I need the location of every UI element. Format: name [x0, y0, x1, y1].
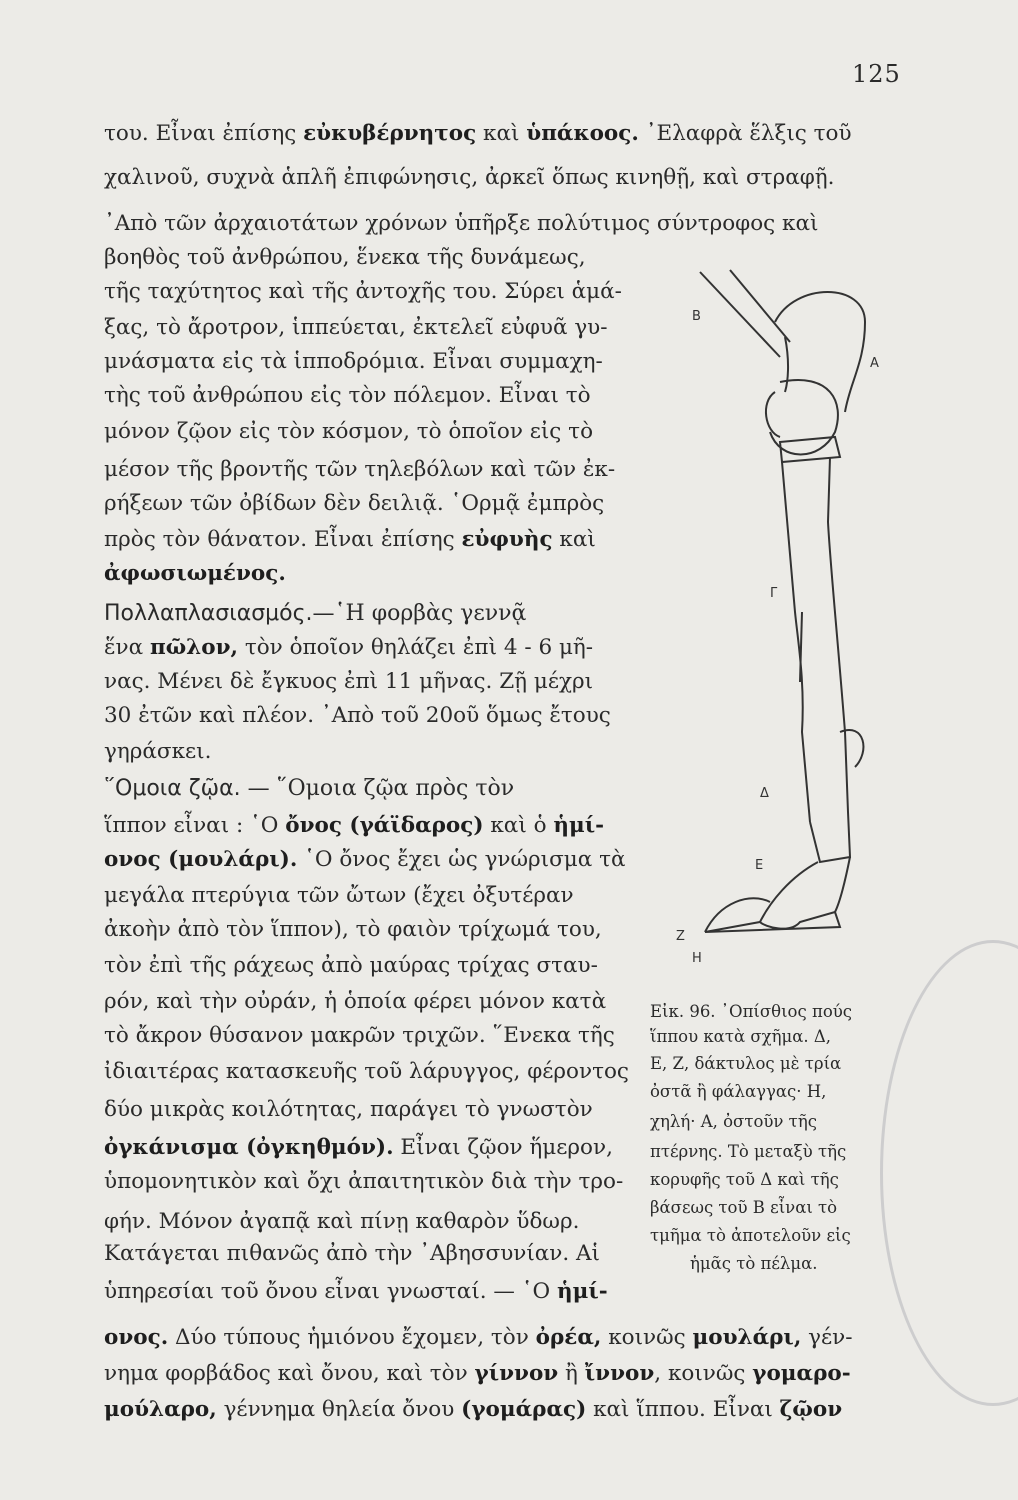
text-span: του. Εἶναι ἐπίσης: [104, 121, 304, 146]
caption-line: ἡμᾶς τὸ πέλμα.: [690, 1254, 818, 1273]
text-line: [104, 988, 606, 1016]
bold-term: γομαρο-: [752, 1361, 851, 1386]
text-line: [104, 882, 574, 910]
text-span: ἀκοὴν ἀπὸ τὸν ἵππον), τὸ φαιὸν τρίχωμά του,: [104, 917, 602, 942]
text-span: ἰδιαιτέρας κατασκευῆς τοῦ λάρυγγος, φέροντος: [104, 1059, 629, 1084]
horse-hind-leg-figure: [670, 262, 900, 982]
text-line: [104, 1208, 579, 1236]
text-span: ἢ: [558, 1361, 585, 1386]
text-span: τὸν ὁποῖον θηλάζει ἐπὶ 4 - 6 μῆ-: [238, 635, 594, 660]
text-line: [104, 382, 591, 410]
text-line: [104, 120, 852, 148]
text-span: τὸν ἐπὶ τῆς ράχεως ἀπὸ μαύρας τρίχας σταυ-: [104, 953, 598, 978]
bold-term: ἴννον: [584, 1361, 655, 1386]
text-line: [104, 1022, 615, 1050]
caption-line: ἵππου κατὰ σχῆμα. Δ,: [650, 1027, 832, 1046]
text-line: [104, 418, 593, 446]
text-span: καὶ: [476, 121, 527, 146]
text-line: [104, 600, 526, 628]
text-span: γέννημα θηλεία ὄνου: [216, 1397, 462, 1422]
text-span: ὑπομονητικὸν καὶ ὄχι ἀπαιτητικὸν διὰ τὴν τρο-: [104, 1169, 624, 1194]
bold-term: ὀγκάνισμα (ὀγκηθμόν).: [104, 1135, 394, 1160]
text-line: [104, 1240, 600, 1268]
bold-term: πῶλον,: [149, 635, 238, 660]
text-line: [104, 164, 835, 192]
bold-term: ὄνος (γάϊδαρος): [285, 813, 484, 838]
text-line: [104, 812, 604, 840]
bold-term: (γομάρας): [461, 1397, 587, 1422]
caption-line: χηλή· Α, ὀστοῦν τῆς: [650, 1112, 817, 1131]
bold-term: ονος (μουλάρι).: [104, 847, 298, 872]
text-span: χαλινοῦ, συχνὰ ἁπλῆ ἐπιφώνησις, ἀρκεῖ ὅπως κινηθῇ, καὶ στραφῇ.: [104, 165, 835, 190]
text-span: ξας, τὸ ἄροτρον, ἱππεύεται, ἐκτελεῖ εὐφυᾶ γυ-: [104, 315, 608, 340]
library-stamp: [880, 940, 1018, 1406]
bold-term: ονος.: [104, 1325, 169, 1350]
text-span: Κατάγεται πιθανῶς ἀπὸ τὴν ᾿Αβησσυνίαν. Αἱ: [104, 1241, 600, 1266]
caption-line: πτέρνης. Τὸ μεταξὺ τῆς: [650, 1142, 847, 1161]
text-span: , κοινῶς: [654, 1361, 753, 1386]
text-line: [104, 1360, 851, 1388]
caption-line: ὀστᾶ ἢ φάλαγγας· Η,: [650, 1082, 827, 1101]
caption-line: βάσεως τοῦ Β εἶναι τὸ: [650, 1198, 838, 1217]
text-line: [104, 348, 603, 376]
text-span: μνάσματα εἰς τὰ ἱπποδρόμια. Εἶναι συμμαχη-: [104, 349, 603, 374]
caption-line: Εἰκ. 96. ᾿Οπίσθιος πούς: [650, 1002, 853, 1021]
bold-term: ἀφωσιωμένος.: [104, 561, 286, 586]
caption-line: τμῆμα τὸ ἀποτελοῦν εἰς: [650, 1226, 851, 1245]
bold-term: ἡμί-: [553, 813, 605, 838]
figure-label-b: Β: [692, 309, 701, 324]
text-span: Εἶναι ζῷον ἥμερον,: [393, 1135, 613, 1160]
text-span: μεγάλα πτερύγια τῶν ὤτων (ἔχει ὀξυτέραν: [104, 883, 574, 908]
text-span: ρόν, καὶ τὴν οὐράν, ἡ ὁποία φέρει μόνον κατὰ: [104, 989, 607, 1014]
text-span: ἕνα: [104, 635, 150, 660]
text-span: ρήξεων τῶν ὀβίδων δὲν δειλιᾷ. ῾Ορμᾷ ἐμπρὸς: [104, 491, 605, 516]
text-span: γηράσκει.: [104, 739, 212, 764]
caption-line: Ε, Ζ, δάκτυλος μὲ τρία: [650, 1054, 842, 1073]
figure-label-z: Ζ: [676, 929, 685, 944]
text-span: πρὸς τὸν θάνατον. Εἶναι ἐπίσης: [104, 527, 462, 552]
text-line: [104, 1324, 853, 1352]
bold-term: εὐφυὴς: [461, 527, 553, 552]
text-span: φήν. Μόνον ἀγαπᾷ καὶ πίνῃ καθαρὸν ὕδωρ.: [104, 1209, 580, 1234]
text-line: [104, 1168, 623, 1196]
text-line: [104, 1278, 608, 1306]
figure-label-d: Δ: [760, 786, 769, 801]
text-span: ᾿Απὸ τῶν ἀρχαιοτάτων χρόνων ὑπῆρξε πολύτιμος σύντροφος καὶ: [104, 211, 819, 236]
text-span: Δύο τύπους ἡμιόνου ἔχομεν, τὸν: [168, 1325, 536, 1350]
text-line: [104, 846, 626, 874]
text-line: [104, 952, 598, 980]
text-line: [104, 314, 608, 342]
text-span: 30 ἐτῶν καὶ πλέον. ᾿Απὸ τοῦ 20οῦ ὅμως ἔτους: [104, 703, 611, 728]
bold-term: εὐκυβέρνητος: [303, 121, 477, 146]
text-line: [104, 738, 211, 766]
text-span: τὴς τοῦ ἀνθρώπου εἰς τὸν πόλεμον. Εἶναι τὸ: [104, 383, 591, 408]
figure-label-e: Ε: [755, 858, 764, 873]
text-span: νημα φορβάδος καὶ ὄνου, καὶ τὸν: [104, 1361, 475, 1386]
text-line: [104, 210, 818, 238]
text-span: δύο μικρὰς κοιλότητας, παράγει τὸ γνωστὸν: [104, 1097, 593, 1122]
text-span: καὶ ἵππου. Εἶναι: [586, 1397, 780, 1422]
bold-term: γίννον: [474, 1361, 559, 1386]
text-span: νας. Μένει δὲ ἔγκυος ἐπὶ 11 μῆνας. Ζῇ μέχρι: [104, 669, 594, 694]
text-span: γέν-: [801, 1325, 853, 1350]
bold-term: ὀρέα,: [535, 1325, 602, 1350]
text-span: τὸ ἄκρον θύσανον μακρῶν τριχῶν. ῞Ενεκα τῆς: [104, 1023, 615, 1048]
text-span: τῆς ταχύτητος καὶ τῆς ἀντοχῆς του. Σύρει ἁμά-: [104, 279, 622, 304]
page-number: 125: [852, 60, 901, 88]
text-line: [104, 702, 611, 730]
figure-label-h: Η: [692, 951, 702, 966]
caption-line: κορυφῆς τοῦ Δ καὶ τῆς: [650, 1170, 839, 1189]
text-span: κοινῶς: [601, 1325, 693, 1350]
text-span: ὑπηρεσίαι τοῦ ὄνου εἶναι γνωσταί. — ῾Ο: [104, 1279, 557, 1304]
bold-term: ἡμί-: [556, 1279, 608, 1304]
text-line: [104, 668, 593, 696]
text-span: — ῞Ομοια ζῷα πρὸς τὸν: [240, 776, 515, 801]
text-span: βοηθὸς τοῦ ἀνθρώπου, ἕνεκα τῆς δυνάμεως,: [104, 245, 586, 270]
text-span: ῞Ομοια ζῷα.: [104, 776, 241, 801]
text-span: ᾿Ελαφρὰ ἕλξις τοῦ: [638, 121, 852, 146]
bold-term: μουλάρι,: [692, 1325, 802, 1350]
text-span: ἵππον εἶναι : ῾Ο: [104, 813, 286, 838]
text-line: [104, 526, 596, 554]
text-span: μόνον ζῷον εἰς τὸν κόσμον, τὸ ὁποῖον εἰς τὸ: [104, 419, 594, 444]
text-span: Πολλαπλασιασμός.: [104, 601, 313, 626]
text-span: μέσον τῆς βροντῆς τῶν τηλεβόλων καὶ τῶν ἐκ-: [104, 457, 616, 482]
text-line: [104, 490, 604, 518]
figure-label-g: Γ: [770, 586, 778, 601]
text-line: [104, 456, 615, 484]
text-span: —῾Η φορβὰς γεννᾷ: [312, 601, 527, 626]
text-span: καὶ: [552, 527, 596, 552]
figure-label-a: Α: [870, 356, 879, 371]
text-line: [104, 244, 586, 272]
text-span: ῾Ο ὄνος ἔχει ὡς γνώρισμα τὰ: [297, 847, 626, 872]
text-line: [104, 775, 514, 803]
text-line: [104, 560, 286, 588]
bold-term: μούλαρο,: [104, 1397, 217, 1422]
text-line: [104, 278, 622, 306]
text-line: [104, 1058, 629, 1086]
text-line: [104, 1096, 593, 1124]
bold-term: ὑπάκοος.: [526, 121, 639, 146]
text-line: [104, 634, 593, 662]
text-line: [104, 916, 602, 944]
text-line: [104, 1396, 842, 1424]
text-span: καὶ ὁ: [483, 813, 554, 838]
text-line: [104, 1134, 613, 1162]
bold-term: ζῷον: [779, 1397, 843, 1422]
